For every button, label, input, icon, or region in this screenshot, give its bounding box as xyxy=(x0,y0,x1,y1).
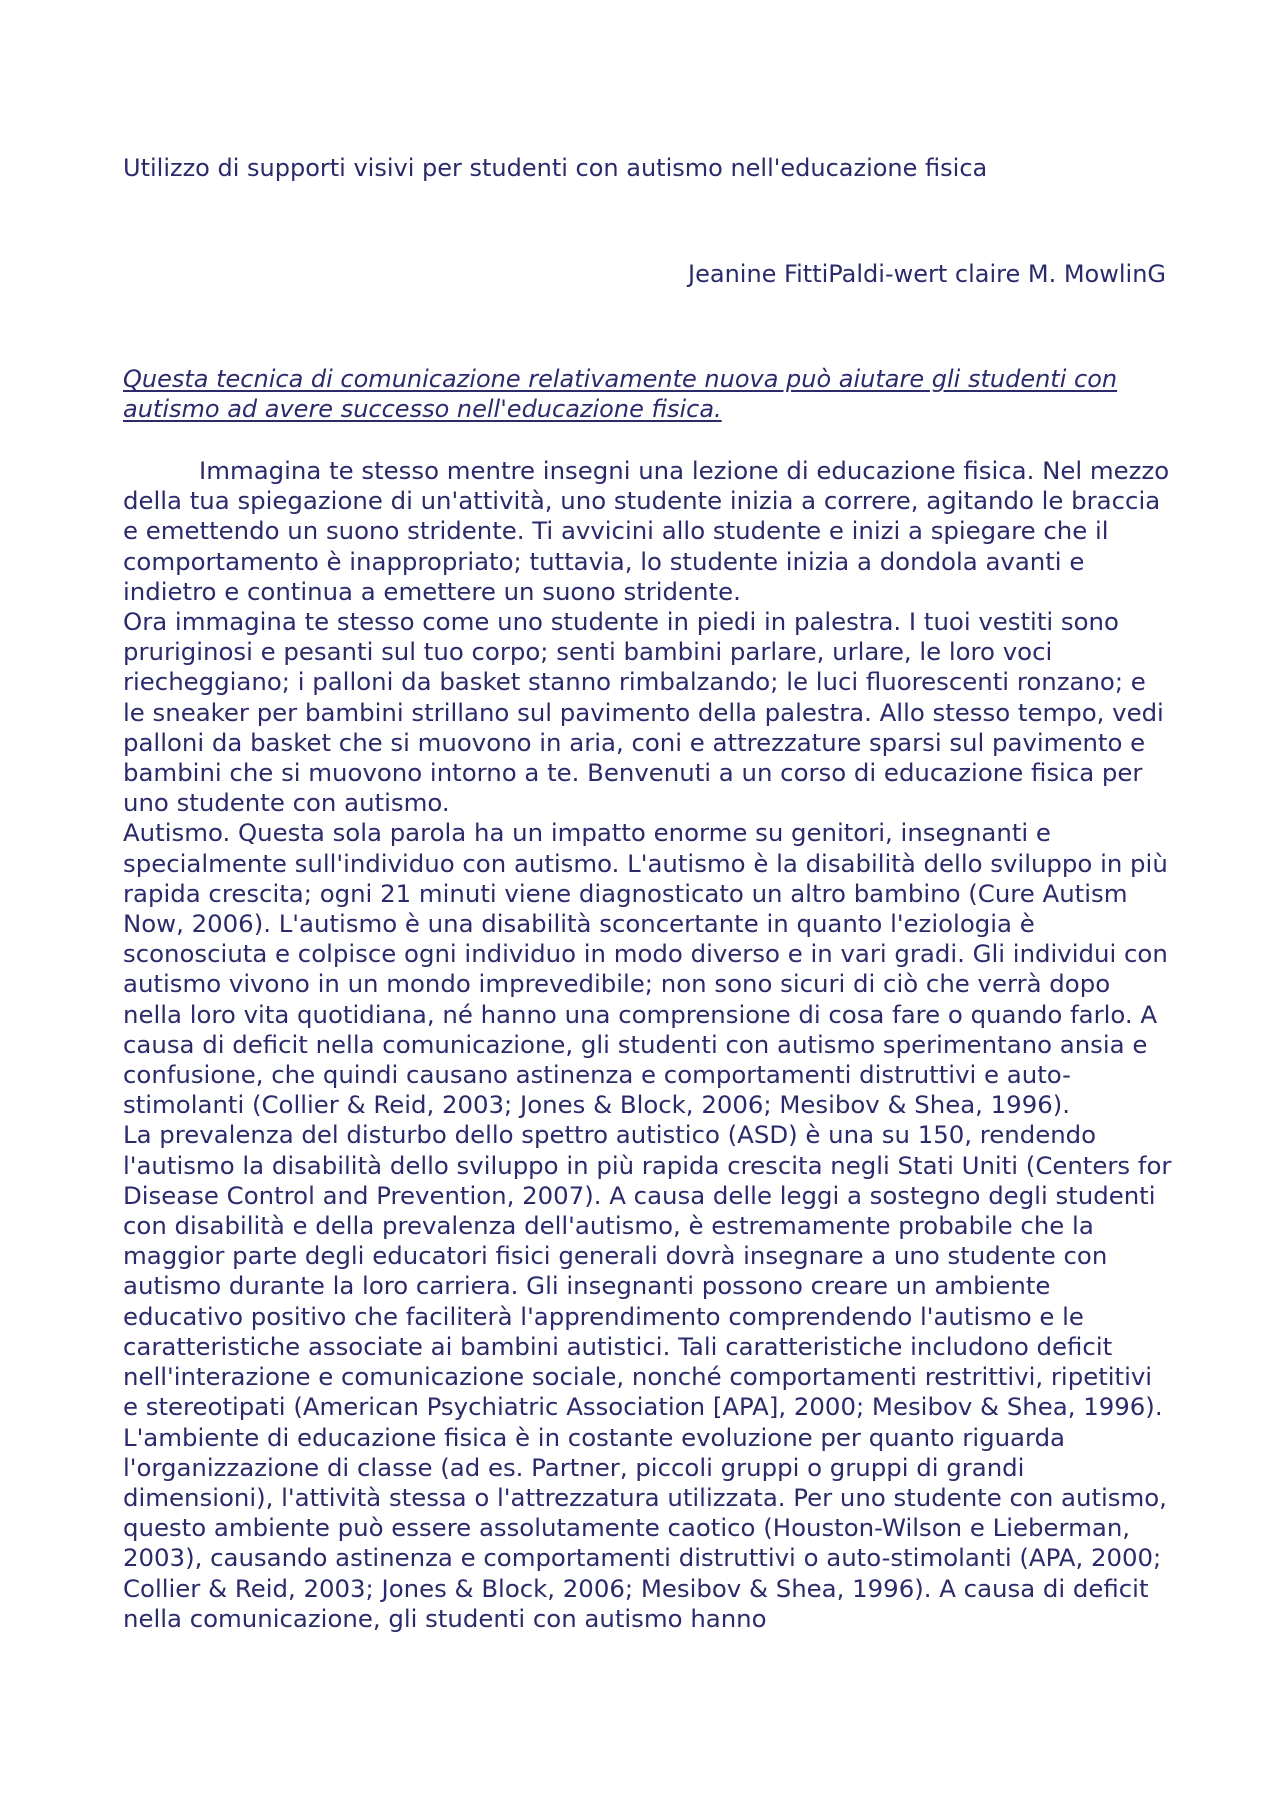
paragraph-1: Immagina te stesso mentre insegni una lezione di educazione fisica. Nel mezzo della tua spiegazione di un'attività, uno studente inizia a correre, agitando le braccia e emettendo un suono stridente. Ti avvicini allo studente e inizi a spiegare che il comportamento è inappropriato; tuttavia, lo studente inizia a dondola avanti e indietro e continua a emettere un suono stridente. xyxy=(123,456,1170,606)
document-body xyxy=(123,456,1173,1634)
paragraph-2: Ora immagina te stesso come uno studente in piedi in palestra. I tuoi vestiti sono pruriginosi e pesanti sul tuo corpo; senti bambini parlare, urlare, le loro voci riecheggiano; i palloni da basket stanno rimbalzando; le luci fluorescenti ronzano; e le sneaker per bambini strillano sul pavimento della palestra. Allo stesso tempo, vedi palloni da basket che si muovono in aria, coni e attrezzature sparsi sul pavimento e bambini che si muovono intorno a te. Benvenuti a un corso di educazione fisica per uno studente con autismo. xyxy=(123,607,1164,818)
paragraph-4: La prevalenza del disturbo dello spettro autistico (ASD) è una su 150, rendendo l'autismo la disabilità dello sviluppo in più rapida crescita negli Stati Uniti (Centers for Disease Control and Prevention, 2007). A causa delle leggi a sostegno degli studenti con disabilità e della prevalenza dell'autismo, è estremamente probabile che la maggior parte degli educatori fisici generali dovrà insegnare a uno studente con autismo durante la loro carriera. Gli insegnanti possono creare un ambiente educativo positivo che faciliterà l'apprendimento comprendendo l'autismo e le caratteristiche associate ai bambini autistici. Tali caratteristiche includono deficit nell'interazione e comunicazione sociale, nonché comportamenti restrittivi, ripetitivi e stereotipati (American Psychiatric Association [APA], 2000; Mesibov & Shea, 1996). xyxy=(123,1120,1172,1422)
document-title: Utilizzo di supporti visivi per studenti con autismo nell'educazione fisica xyxy=(123,154,988,182)
paragraph-3: Autismo. Questa sola parola ha un impatto enorme su genitori, insegnanti e specialmente sull'individuo con autismo. L'autismo è la disabilità dello sviluppo in più rapida crescita; ogni 21 minuti viene diagnosticato un altro bambino (Cure Autism Now, 2006). L'autismo è una disabilità sconcertante in quanto l'eziologia è sconosciuta e colpisce ogni individuo in modo diverso e in vari gradi. Gli individui con autismo vivono in un mondo imprevedibile; non sono sicuri di ciò che verrà dopo nella loro vita quotidiana, né hanno una comprensione di cosa fare o quando farlo. A causa di deficit nella comunicazione, gli studenti con autismo sperimentano ansia e confusione, che quindi causano astinenza e comportamenti distruttivi e auto-stimolanti (Collier & Reid, 2003; Jones & Block, 2006; Mesibov & Shea, 1996). xyxy=(123,818,1168,1120)
document-authors: Jeanine FittiPaldi-wert claire M. MowlinG xyxy=(688,260,1166,288)
paragraph-5: L'ambiente di educazione fisica è in costante evoluzione per quanto riguarda l'organizzazione di classe (ad es. Partner, piccoli gruppi o gruppi di grandi dimensioni), l'attività stessa o l'attrezzatura utilizzata. Per uno studente con autismo, questo ambiente può essere assolutamente caotico (Houston-Wilson e Lieberman, 2003), causando astinenza e comportamenti distruttivi o auto-stimolanti (APA, 2000; Collier & Reid, 2003; Jones & Block, 2006; Mesibov & Shea, 1996). A causa di deficit nella comunicazione, gli studenti con autismo hanno xyxy=(123,1422,1167,1633)
document-subtitle: Questa tecnica di comunicazione relativamente nuova può aiutare gli studenti con autismo ad avere successo nell'educazione fisica. xyxy=(123,365,1118,423)
